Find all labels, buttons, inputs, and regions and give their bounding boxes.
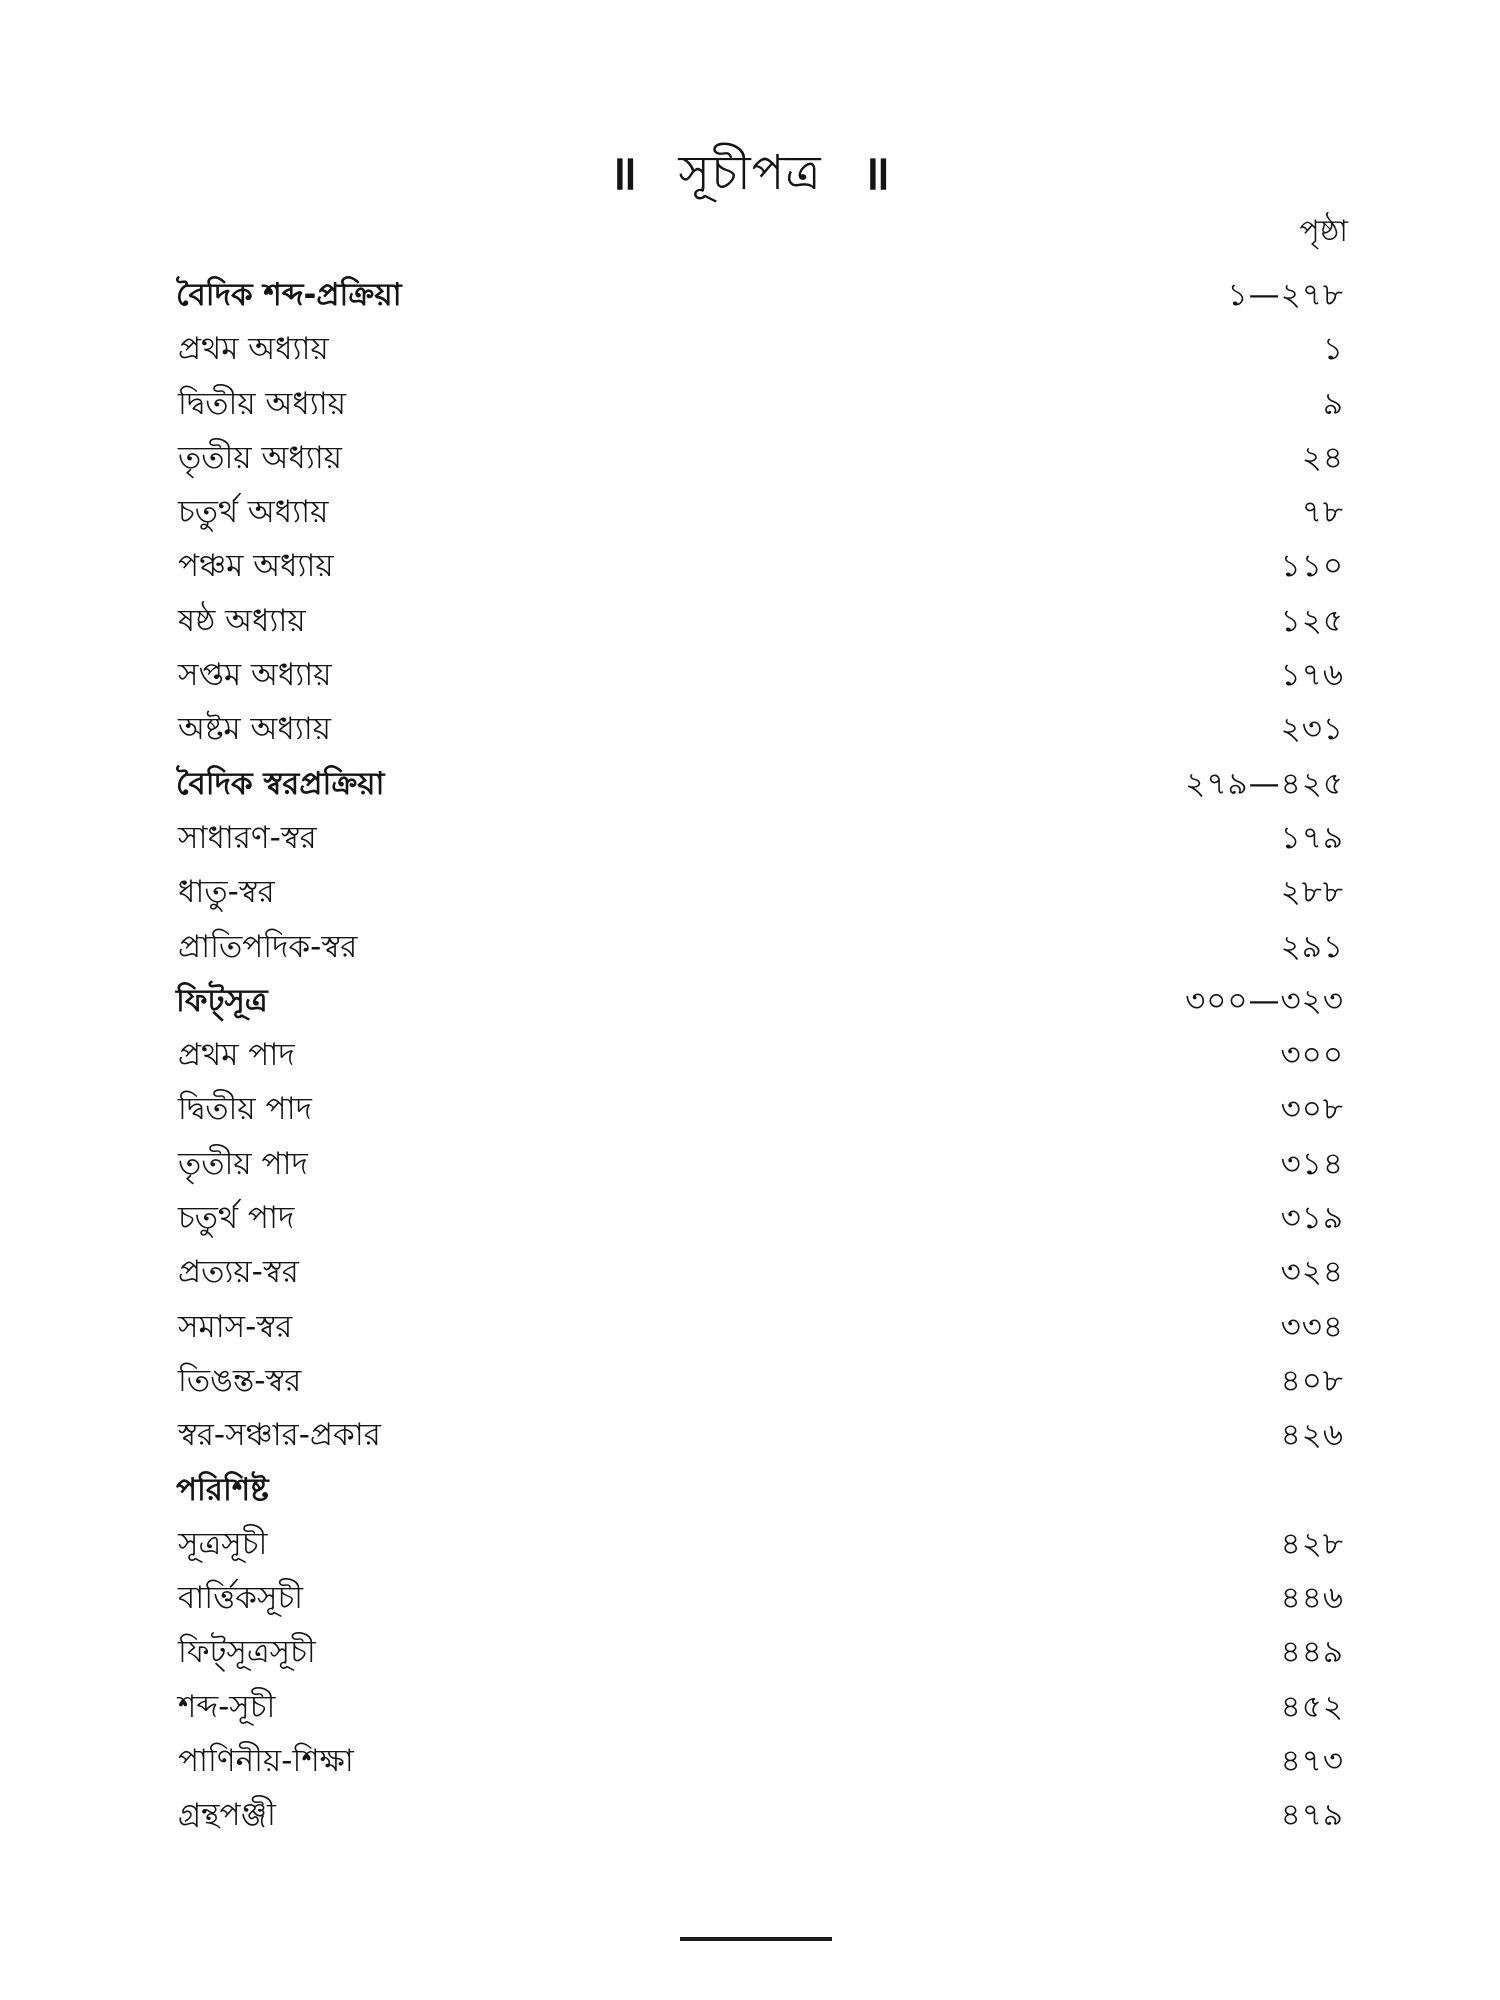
title-right-mark: ॥: [861, 145, 892, 201]
toc-entry-label: প্রথম পাদ: [178, 1037, 295, 1074]
toc-entry-label: গ্রন্থপঞ্জী: [178, 1797, 276, 1834]
toc-entry-label: তৃতীয় অধ্যায়: [178, 439, 342, 476]
toc-entry: [176, 1082, 1344, 1136]
toc-entry-label: পঞ্চম অধ্যায়: [178, 548, 334, 585]
toc-entry-page: ৪৪৯: [1280, 1634, 1344, 1671]
toc-entry-page: ৩১৯: [1280, 1200, 1344, 1237]
toc-entry-label: ফিট্‌সূত্র: [176, 982, 268, 1019]
toc-entry-label: তিঙন্ত-স্বর: [178, 1362, 302, 1399]
toc-entry-page: ৩২৪: [1280, 1254, 1344, 1291]
toc-entry: [176, 1137, 1344, 1191]
toc-entry-label: বার্ত্তিকসূচী: [178, 1580, 304, 1617]
bottom-rule: [680, 1937, 832, 1941]
toc-entry-page: ৪২৬: [1280, 1417, 1344, 1454]
toc-entry-page: ২৩১: [1280, 711, 1344, 748]
toc-entry-page: ৩০৮: [1280, 1091, 1344, 1128]
toc-entry-label: ফিট্‌সূত্রসূচী: [178, 1634, 316, 1671]
toc-entry: [176, 431, 1344, 485]
toc-entry: [176, 1300, 1344, 1354]
toc-entry: [176, 1408, 1344, 1462]
toc-entry: [176, 1463, 1344, 1517]
toc-entry-page: ৪৭৯: [1280, 1797, 1344, 1834]
title-text: সূচীপত্র: [678, 145, 822, 201]
toc-entry-label: প্রত্যয়-স্বর: [178, 1254, 299, 1291]
toc-entry: [176, 865, 1344, 919]
toc-entry-page: ১—২৭৮: [1227, 277, 1344, 313]
toc-entry: [176, 1354, 1344, 1408]
toc-entry-page: ১৭৯: [1280, 819, 1344, 856]
toc-entry: [176, 485, 1344, 539]
table-of-contents: [176, 268, 1344, 1843]
toc-entry-page: ১: [1322, 331, 1344, 368]
toc-entry-page: ২৯১: [1280, 928, 1344, 965]
toc-entry: [176, 1028, 1344, 1082]
toc-entry-label: বৈদিক স্বরপ্রক্রিয়া: [176, 765, 385, 802]
toc-entry: [176, 702, 1344, 756]
toc-entry: [176, 1191, 1344, 1245]
toc-entry: [176, 1245, 1344, 1299]
toc-entry-page: ৪৪৬: [1280, 1580, 1344, 1617]
toc-entry-page: ৪২৮: [1280, 1525, 1344, 1562]
toc-entry-label: সপ্তম অধ্যায়: [178, 657, 332, 694]
toc-entry-page: ১২৫: [1280, 602, 1344, 639]
toc-entry-page: ৩০০: [1280, 1037, 1344, 1074]
toc-entry: [176, 1680, 1344, 1734]
toc-entry-page: ৯: [1322, 385, 1344, 422]
toc-entry: [176, 539, 1344, 593]
toc-entry-page: ২৭৯—৪২৫: [1185, 765, 1344, 802]
toc-entry: [176, 268, 1344, 322]
toc-entry-label: প্রাতিপদিক-স্বর: [178, 928, 358, 965]
toc-entry-label: দ্বিতীয় পাদ: [178, 1091, 312, 1128]
toc-entry: [176, 1625, 1344, 1679]
toc-entry: [176, 594, 1344, 648]
toc-entry: [176, 322, 1344, 376]
page-column-heading: পৃষ্ঠা: [1299, 214, 1348, 249]
toc-entry-page: ৩১৪: [1280, 1145, 1344, 1182]
toc-entry-page: ৭৮: [1301, 494, 1344, 531]
toc-entry-page: ৪৫২: [1280, 1688, 1344, 1725]
toc-entry: [176, 377, 1344, 431]
toc-entry: [176, 1571, 1344, 1625]
toc-entry: [176, 1788, 1344, 1842]
toc-entry-label: স্বর-সঞ্চার-প্রকার: [178, 1417, 381, 1454]
toc-entry-label: প্রথম অধ্যায়: [178, 331, 329, 368]
toc-entry-label: ষষ্ঠ অধ্যায়: [178, 602, 306, 639]
toc-entry-page: ১১০: [1280, 548, 1344, 585]
page-title: [0, 138, 1500, 208]
toc-entry-label: দ্বিতীয় অধ্যায়: [178, 385, 346, 422]
toc-entry-label: ধাতু-স্বর: [178, 874, 275, 911]
toc-entry-page: ২৪: [1301, 439, 1344, 476]
toc-entry-label: সাধারণ-স্বর: [178, 819, 317, 856]
toc-entry-label: চতুর্থ পাদ: [178, 1200, 295, 1237]
toc-entry-page: ৪০৮: [1280, 1362, 1344, 1399]
toc-entry: [176, 1734, 1344, 1788]
toc-entry-label: পাণিনীয়-শিক্ষা: [178, 1743, 354, 1780]
title-left-mark: ॥: [608, 145, 639, 201]
toc-entry-label: সূত্রসূচী: [178, 1525, 268, 1562]
toc-entry-label: তৃতীয় পাদ: [178, 1145, 308, 1182]
toc-entry: [176, 648, 1344, 702]
toc-entry-page: ১৭৬: [1280, 657, 1344, 694]
toc-entry: [176, 1517, 1344, 1571]
toc-entry: [176, 811, 1344, 865]
toc-entry: [176, 920, 1344, 974]
toc-entry-page: ৩০০—৩২৩: [1185, 982, 1344, 1019]
toc-entry-label: পরিশিষ্ট: [176, 1471, 269, 1508]
toc-entry-page: ৪৭৩: [1280, 1743, 1344, 1780]
toc-entry-label: অষ্টম অধ্যায়: [178, 711, 331, 748]
toc-entry-label: বৈদিক শব্দ-প্রক্রিয়া: [176, 277, 402, 313]
toc-entry: [176, 974, 1344, 1028]
toc-entry-label: সমাস-স্বর: [178, 1308, 293, 1345]
toc-entry-page: ২৮৮: [1280, 874, 1344, 911]
toc-entry-label: চতুর্থ অধ্যায়: [178, 494, 329, 531]
toc-entry-page: ৩৩৪: [1280, 1308, 1344, 1345]
toc-entry: [176, 757, 1344, 811]
toc-entry-label: শব্দ-সূচী: [178, 1688, 276, 1725]
